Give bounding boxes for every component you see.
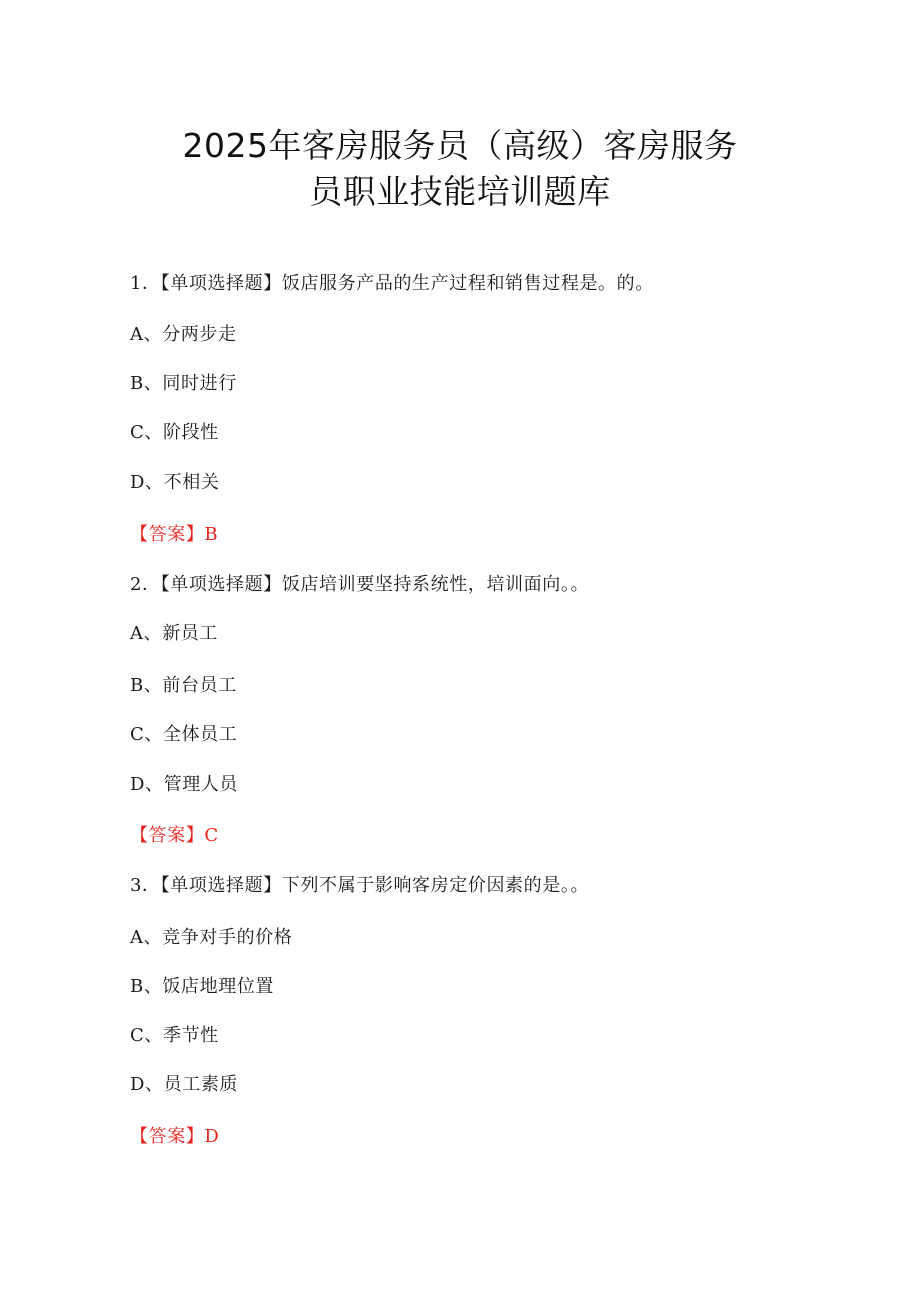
- question-2-option-a: A、新员工: [130, 623, 218, 644]
- question-3-option-a: A、竞争对手的价格: [130, 927, 293, 948]
- question-2-answer: 【答案】C: [130, 825, 219, 846]
- question-2-option-c: C、全体员工: [130, 724, 238, 745]
- document-title-line-1: 2025年客房服务员（高级）客房服务: [182, 126, 738, 165]
- question-3-option-d: D、员工素质: [130, 1074, 239, 1095]
- question-2-option-b: B、前台员工: [130, 675, 237, 696]
- question-1-option-a: A、分两步走: [130, 324, 237, 345]
- question-1-stem: 1．【单项选择题】饭店服务产品的生产过程和销售过程是。的。: [130, 273, 654, 294]
- question-1-option-b: B、同时进行: [130, 373, 237, 394]
- question-3-answer: 【答案】D: [130, 1126, 220, 1147]
- question-1-answer: 【答案】B: [130, 524, 219, 545]
- question-2-stem: 2．【单项选择题】饭店培训要坚持系统性，培训面向。。: [130, 574, 590, 595]
- document-title-line-2: 员职业技能培训题库: [309, 172, 611, 211]
- question-3-option-b: B、饭店地理位置: [130, 976, 275, 997]
- question-2-option-d: D、管理人员: [130, 774, 239, 795]
- question-1-option-c: C、阶段性: [130, 422, 219, 443]
- question-3-stem: 3．【单项选择题】下列不属于影响客房定价因素的是。。: [130, 875, 590, 896]
- question-3-option-c: C、季节性: [130, 1025, 219, 1046]
- question-1-option-d: D、不相关: [130, 472, 220, 493]
